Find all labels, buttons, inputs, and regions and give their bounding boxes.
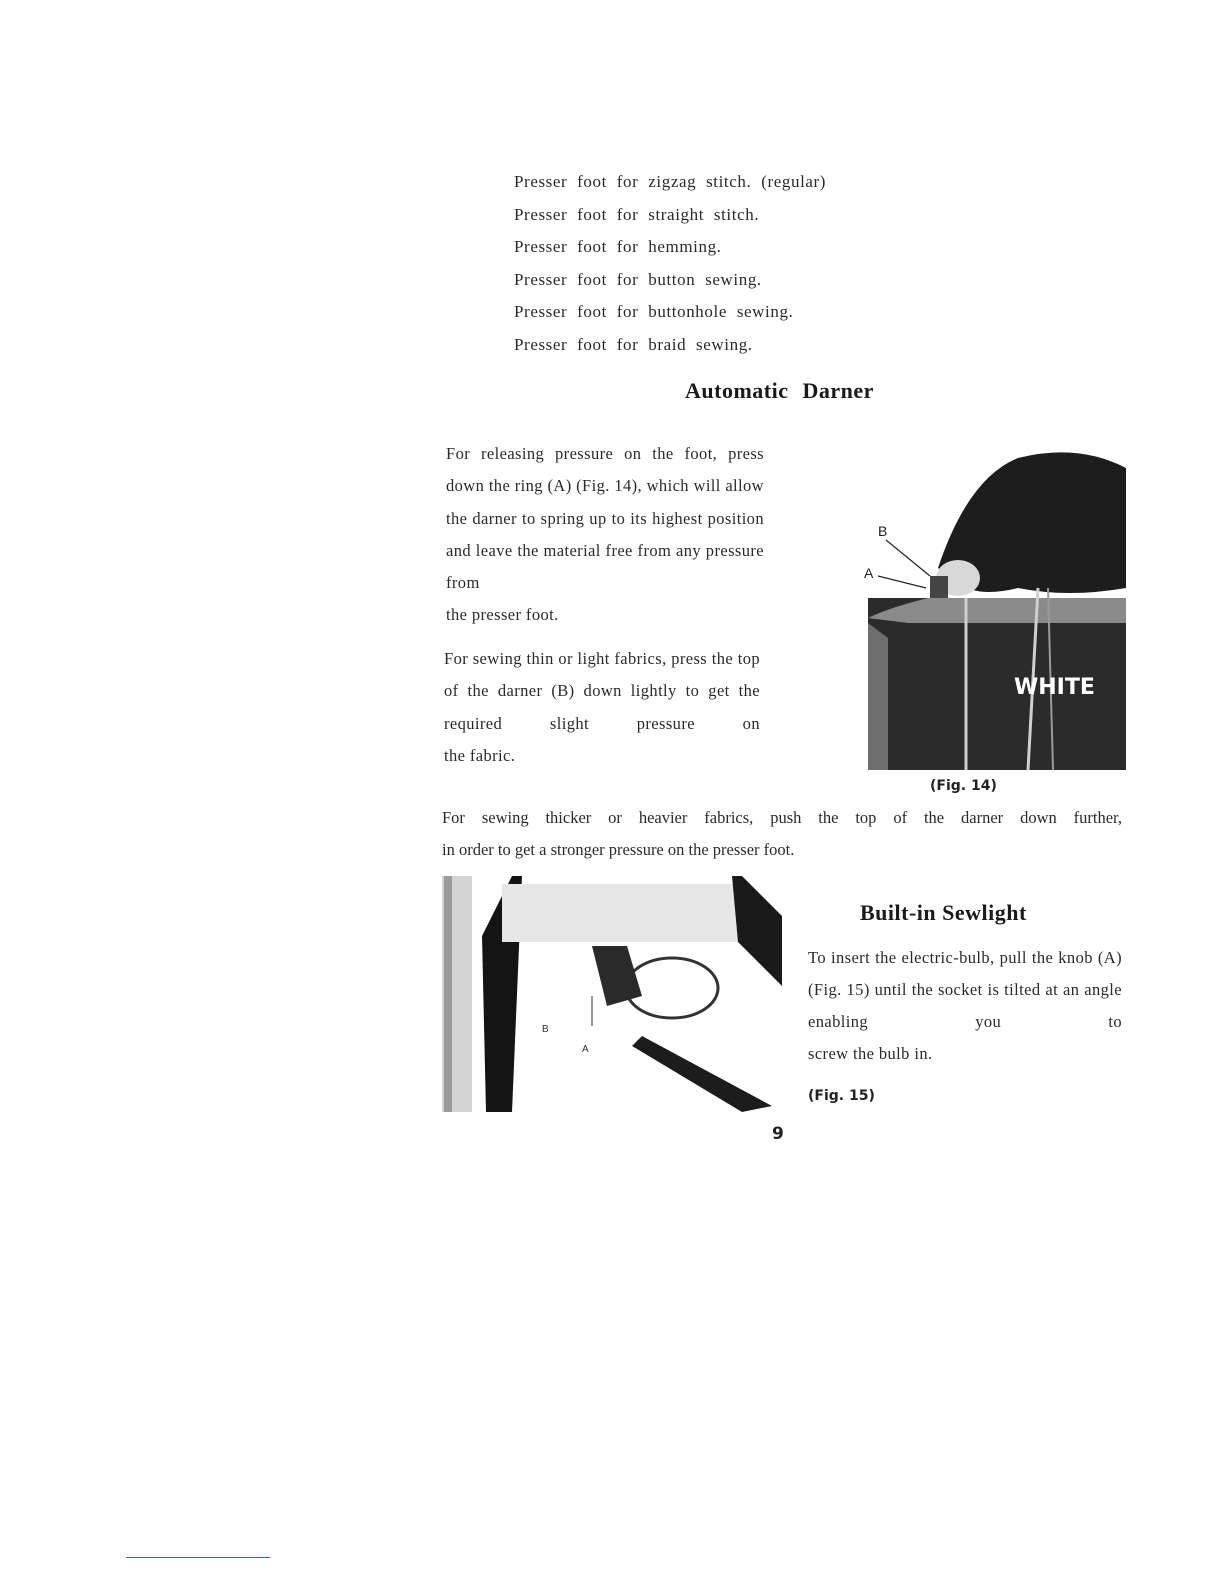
list-item: Presser foot for hemming. (514, 237, 722, 257)
darner-paragraph-2 (444, 643, 760, 772)
automatic-darner-heading: Automatic Darner (685, 378, 874, 403)
paragraph-text: For releasing pressure on the foot, press down the ring (A) (Fig. 14), which will allow the darner to spring up to its highest position and leave the material free from any pressure from (446, 444, 764, 593)
bulb-socket (592, 946, 642, 1006)
list-item: Presser foot for button sewing. (514, 269, 762, 289)
sewlight-paragraph (808, 942, 1122, 1070)
label-b: B (878, 523, 888, 539)
list-item: Presser foot for braid sewing. (514, 334, 753, 354)
machine-side (868, 623, 888, 770)
label-b: B (542, 1024, 549, 1035)
paragraph-text: For sewing thin or light fabrics, press the top of the darner (B) down lightly to get the required slight pressure on (444, 649, 760, 733)
paragraph-text: To insert the electric-bulb, pull the knob (A) (Fig. 15) until the socket is tilted at an angle enabling you to (808, 948, 1122, 1031)
housing-side (732, 876, 782, 986)
page-number: 9 (772, 1124, 784, 1144)
pull-knob (632, 1036, 772, 1112)
pointer-line-a (878, 576, 926, 588)
paragraph-last-line: the fabric. (444, 745, 516, 765)
paragraph-last-line: screw the bulb in. (808, 1044, 933, 1063)
figure-15-sewlight-photo (442, 876, 782, 1120)
list-item: Presser foot for zigzag stitch. (regular) (514, 172, 827, 191)
brand-logo: WHITE (1014, 675, 1095, 700)
figure-15-caption: (Fig. 15) (808, 1088, 875, 1104)
darner-ring (930, 576, 948, 598)
paragraph-line: in order to get a stronger pressure on the presser foot. (442, 840, 795, 859)
label-a: A (582, 1044, 589, 1055)
lamp-housing (502, 884, 742, 942)
pointer-line-b (886, 540, 930, 576)
figure-14-darner-photo (864, 448, 1126, 770)
paragraph-line: For sewing thicker or heavier fabrics, push the top of the darner down further, (442, 808, 1122, 827)
darner-paragraph-3 (442, 802, 1122, 866)
paragraph-last-line: the presser foot. (446, 605, 559, 625)
built-in-sewlight-heading: Built-in Sewlight (860, 900, 1027, 925)
frame-edge (444, 876, 452, 1112)
list-item: Presser foot for straight stitch. (514, 204, 760, 224)
footnote-separator (126, 1557, 270, 1558)
darner-paragraph-1 (446, 438, 764, 632)
light-bulb (626, 958, 718, 1018)
figure-14-caption: (Fig. 14) (930, 778, 997, 794)
presser-foot-list (514, 166, 826, 362)
list-item: Presser foot for buttonhole sewing. (514, 302, 794, 322)
label-a: A (864, 565, 874, 581)
